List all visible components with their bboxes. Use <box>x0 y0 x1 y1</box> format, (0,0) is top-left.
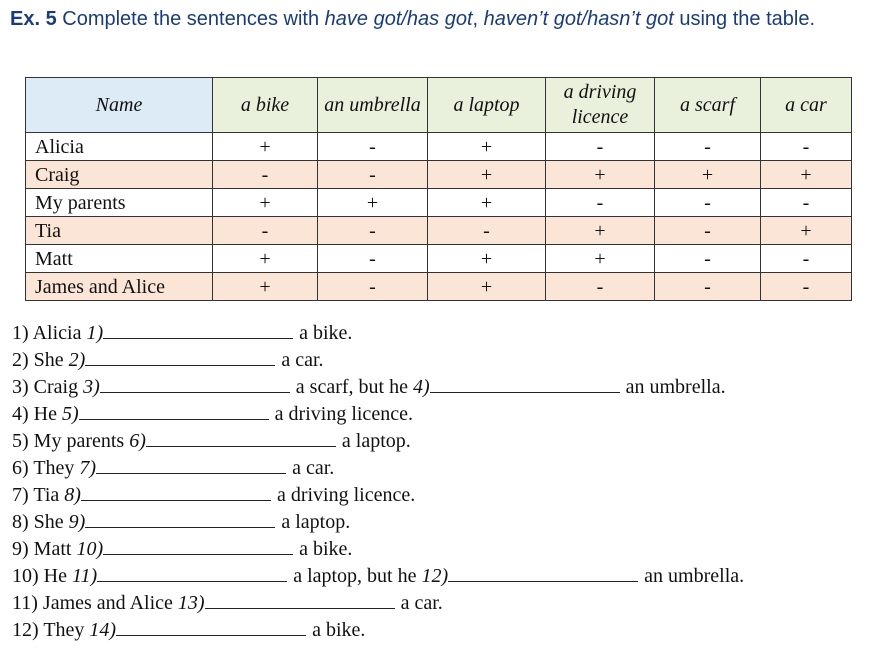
sentence-text: a laptop. <box>341 430 411 452</box>
exercise-number: 1) <box>12 322 29 344</box>
table-cell: - <box>655 245 761 273</box>
row-name: Alicia <box>26 133 213 161</box>
exercise-item <box>12 590 862 617</box>
answer-blank[interactable] <box>81 482 271 501</box>
table-cell: + <box>546 217 655 245</box>
exercise-item <box>12 617 862 644</box>
gap-number: 1) <box>86 322 104 344</box>
sentence-text: Matt <box>33 538 72 560</box>
sentence-text: She <box>33 511 64 533</box>
table-cell: - <box>318 217 428 245</box>
table-cell: - <box>761 273 852 301</box>
table-cell: - <box>655 189 761 217</box>
exercise-number: 7) <box>12 484 29 506</box>
table-cell: + <box>761 161 852 189</box>
gap-number: 11) <box>72 565 98 587</box>
exercise-item <box>12 509 862 536</box>
exercise-item <box>12 536 862 563</box>
exercise-number: 12) <box>12 619 39 641</box>
sentence-text: an umbrella. <box>625 376 726 398</box>
table-cell: + <box>428 273 546 301</box>
sentence-text: She <box>33 349 64 371</box>
exercise-item <box>12 482 862 509</box>
answer-blank[interactable] <box>100 374 290 393</box>
exercise-number: 2) <box>12 349 29 371</box>
row-name: Craig <box>26 161 213 189</box>
exercise-item <box>12 428 862 455</box>
instruction-text-end: using the table. <box>679 8 816 30</box>
header-name: Name <box>26 78 213 133</box>
exercise-number: 3) <box>12 376 29 398</box>
exercise-number: 5) <box>12 430 29 452</box>
exercise-number: 6) <box>12 457 29 479</box>
answer-blank[interactable] <box>103 536 293 555</box>
table-cell: + <box>546 245 655 273</box>
gap-number: 4) <box>412 376 430 398</box>
table-row <box>26 133 852 161</box>
instruction-text: Complete the sentences with <box>62 8 320 30</box>
exercise-number: 8) <box>12 511 29 533</box>
answer-blank[interactable] <box>116 617 306 636</box>
table-cell: - <box>655 217 761 245</box>
header-umbrella: an umbrella <box>318 78 428 133</box>
table-cell: - <box>655 273 761 301</box>
exercise-item <box>12 401 862 428</box>
gap-number: 6) <box>129 430 146 452</box>
table-body <box>26 133 852 301</box>
header-car: a car <box>761 78 852 133</box>
table-cell: - <box>761 133 852 161</box>
sentence-text: a car. <box>400 592 443 614</box>
table-cell: - <box>546 273 655 301</box>
possessions-table <box>25 77 852 301</box>
sentence-text: a car. <box>292 457 335 479</box>
gap-number: 8) <box>64 484 81 506</box>
sentence-text: He <box>33 403 57 425</box>
table-cell: - <box>428 217 546 245</box>
table-row <box>26 161 852 189</box>
table-cell: + <box>213 133 318 161</box>
gap-number: 2) <box>68 349 86 371</box>
table-cell: + <box>428 245 546 273</box>
table-row <box>26 273 852 301</box>
answer-blank[interactable] <box>448 563 638 582</box>
sentence-text: Tia <box>33 484 60 506</box>
gap-number: 5) <box>62 403 79 425</box>
table-cell: + <box>428 161 546 189</box>
table-cell: + <box>655 161 761 189</box>
sentence-text: a car. <box>281 349 324 371</box>
sentence-text: My parents <box>33 430 125 452</box>
answer-blank[interactable] <box>97 563 287 582</box>
answer-blank[interactable] <box>205 590 395 609</box>
gap-number: 14) <box>89 619 117 641</box>
exercise-item <box>12 563 862 590</box>
sentence-text: a laptop, but he <box>293 565 417 587</box>
table-cell: + <box>213 245 318 273</box>
table-cell: + <box>213 273 318 301</box>
table-cell: - <box>318 161 428 189</box>
table-cell: + <box>546 161 655 189</box>
table-cell: - <box>213 217 318 245</box>
sentence-text: James and Alice <box>42 592 173 614</box>
header-bike: a bike <box>213 78 318 133</box>
exercise-item <box>12 320 862 347</box>
header-scarf: a scarf <box>655 78 761 133</box>
exercise-number: 10) <box>12 565 39 587</box>
table-row <box>26 189 852 217</box>
table-cell: - <box>213 161 318 189</box>
table-cell: + <box>428 133 546 161</box>
table-cell: - <box>318 133 428 161</box>
sentence-text: a bike. <box>299 322 353 344</box>
answer-blank[interactable] <box>430 374 620 393</box>
sentence-text: a laptop. <box>281 511 351 533</box>
sentence-text: They <box>33 457 75 479</box>
table-cell: - <box>546 133 655 161</box>
sentence-text: a driving licence. <box>276 484 416 506</box>
answer-blank[interactable] <box>146 428 336 447</box>
table-header-row <box>26 78 852 133</box>
table-cell: + <box>428 189 546 217</box>
table-cell: - <box>546 189 655 217</box>
table-cell: + <box>213 189 318 217</box>
exercise-number: 11) <box>12 592 38 614</box>
sentence-text: a driving licence. <box>274 403 413 425</box>
instruction-phrase-positive: have got/has got <box>324 8 473 30</box>
row-name: Tia <box>26 217 213 245</box>
header-driving-licence: a driving licence <box>546 78 655 133</box>
answer-blank[interactable] <box>85 347 275 366</box>
sentence-text: an umbrella. <box>644 565 745 587</box>
sentence-text: Craig <box>33 376 79 398</box>
answer-blank[interactable] <box>96 455 286 474</box>
answer-blank[interactable] <box>79 401 269 420</box>
exercise-item <box>12 374 862 401</box>
sentence-text: They <box>43 619 85 641</box>
sentence-text: a scarf, but he <box>295 376 408 398</box>
sentence-text: He <box>43 565 67 587</box>
exercise-instruction: Ex. 5 Complete the sentences with have got/has got, haven’t got/hasn’t got using the table. <box>10 8 816 30</box>
table-cell: - <box>318 245 428 273</box>
table-cell: - <box>318 273 428 301</box>
exercise-item <box>12 455 862 482</box>
instruction-phrase-negative: haven’t got/hasn’t got <box>483 8 674 30</box>
exercise-number: 4) <box>12 403 29 425</box>
gap-number: 12) <box>421 565 449 587</box>
header-laptop: a laptop <box>428 78 546 133</box>
table-cell: - <box>761 245 852 273</box>
exercise-label: Ex. 5 <box>10 8 57 30</box>
table-cell: - <box>761 189 852 217</box>
row-name: My parents <box>26 189 213 217</box>
gap-number: 9) <box>68 511 86 533</box>
table-cell: + <box>761 217 852 245</box>
sentence-text: Alicia <box>32 322 82 344</box>
row-name: James and Alice <box>26 273 213 301</box>
exercise-number: 9) <box>12 538 29 560</box>
gap-number: 13) <box>177 592 205 614</box>
row-name: Matt <box>26 245 213 273</box>
exercise-list <box>12 320 862 644</box>
sentence-text: a bike. <box>299 538 353 560</box>
gap-number: 10) <box>76 538 104 560</box>
answer-blank[interactable] <box>85 509 275 528</box>
table-cell: - <box>655 133 761 161</box>
gap-number: 7) <box>79 457 97 479</box>
answer-blank[interactable] <box>103 320 293 339</box>
table-row <box>26 217 852 245</box>
exercise-item <box>12 347 862 374</box>
table-row <box>26 245 852 273</box>
table-cell: + <box>318 189 428 217</box>
sentence-text: a bike. <box>312 619 366 641</box>
gap-number: 3) <box>83 376 100 398</box>
